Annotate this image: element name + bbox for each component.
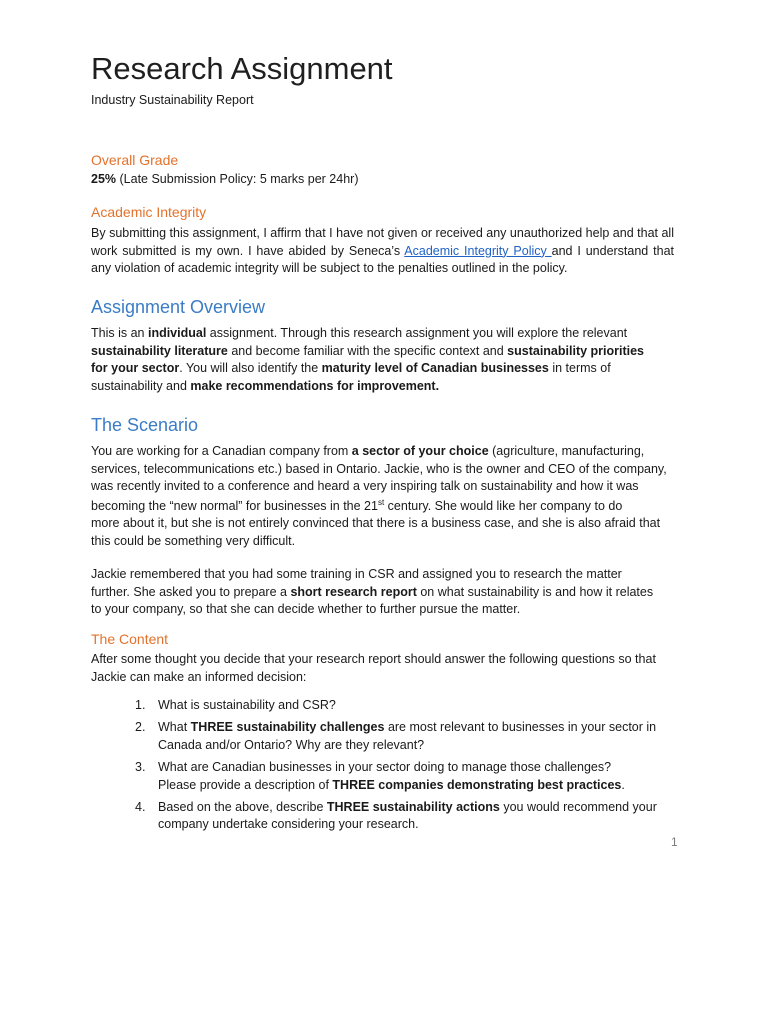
content-intro: After some thought you decide that your research report should answer the following questions so that Jackie can make an informed decision: <box>91 652 656 684</box>
grade-value: 25% <box>91 172 117 186</box>
integrity-heading: Academic Integrity <box>91 204 207 220</box>
list-item: 2. What THREE sustainability challenges are most relevant to businesses in your sector in Canada and/or Ontario? Why are they relevant? <box>135 720 657 752</box>
scenario-paragraph-1: You are working for a Canadian company from a sector of your choice (agriculture, manufacturing, services, telecommunications etc.) based in Ontario. Jackie, who is the owner and CEO of the company, was recently invited to a conference and heard a very inspiring talk on sustainability and how it was becoming the “new normal” for businesses in the 21st century. She would like her company to do more about it, but she is not entirely convinced that there is a business case, and she is also afraid that this could be something very difficult. <box>91 444 667 548</box>
list-item: 4. Based on the above, describe THREE sustainability actions you would recommend your company undertake considering your research. <box>135 800 657 832</box>
integrity-policy-link[interactable]: Academic Integrity Policy <box>404 243 552 258</box>
scenario-paragraph-2: Jackie remembered that you had some training in CSR and assigned you to research the matter further. She asked you to prepare a short research report on what sustainability is and how it relates to your company, so that she can decide whether to further pursue the matter. <box>91 567 654 617</box>
questions-list <box>91 697 674 839</box>
grade-text <box>91 171 674 189</box>
grade-heading: Overall Grade <box>91 152 179 168</box>
grade-note: (Late Submission Policy: 5 marks per 24hr) <box>116 172 359 186</box>
list-item: 1. What is sustainability and CSR? <box>135 698 336 712</box>
page-title: Research Assignment <box>91 51 393 86</box>
scenario-heading: The Scenario <box>91 415 199 435</box>
page-number: 1 <box>671 835 678 849</box>
list-item: 3. What are Canadian businesses in your sector doing to manage those challenges? Please provide a description of THREE companies demonstrating best practices. <box>135 760 625 792</box>
overview-text: This is an individual assignment. Through this research assignment you will explore the relevant sustainability literature and become familiar with the specific context and sustainability priorities for your sector. You will also identify the maturity level of Canadian businesses in terms of sustainability and make recommendations for improvement. <box>91 326 645 393</box>
page-subtitle: Industry Sustainability Report <box>91 93 254 107</box>
overview-heading: Assignment Overview <box>91 297 266 317</box>
content-heading: The Content <box>91 631 169 647</box>
integrity-text: By submitting this assignment, I affirm that I have not given or received any unauthorized help and that all work submitted is my own. I have abided by Seneca’s Academic Integrity Policy and I understand that any violation of academic integrity will be subject to the penalties outlined in the policy. <box>91 226 674 276</box>
